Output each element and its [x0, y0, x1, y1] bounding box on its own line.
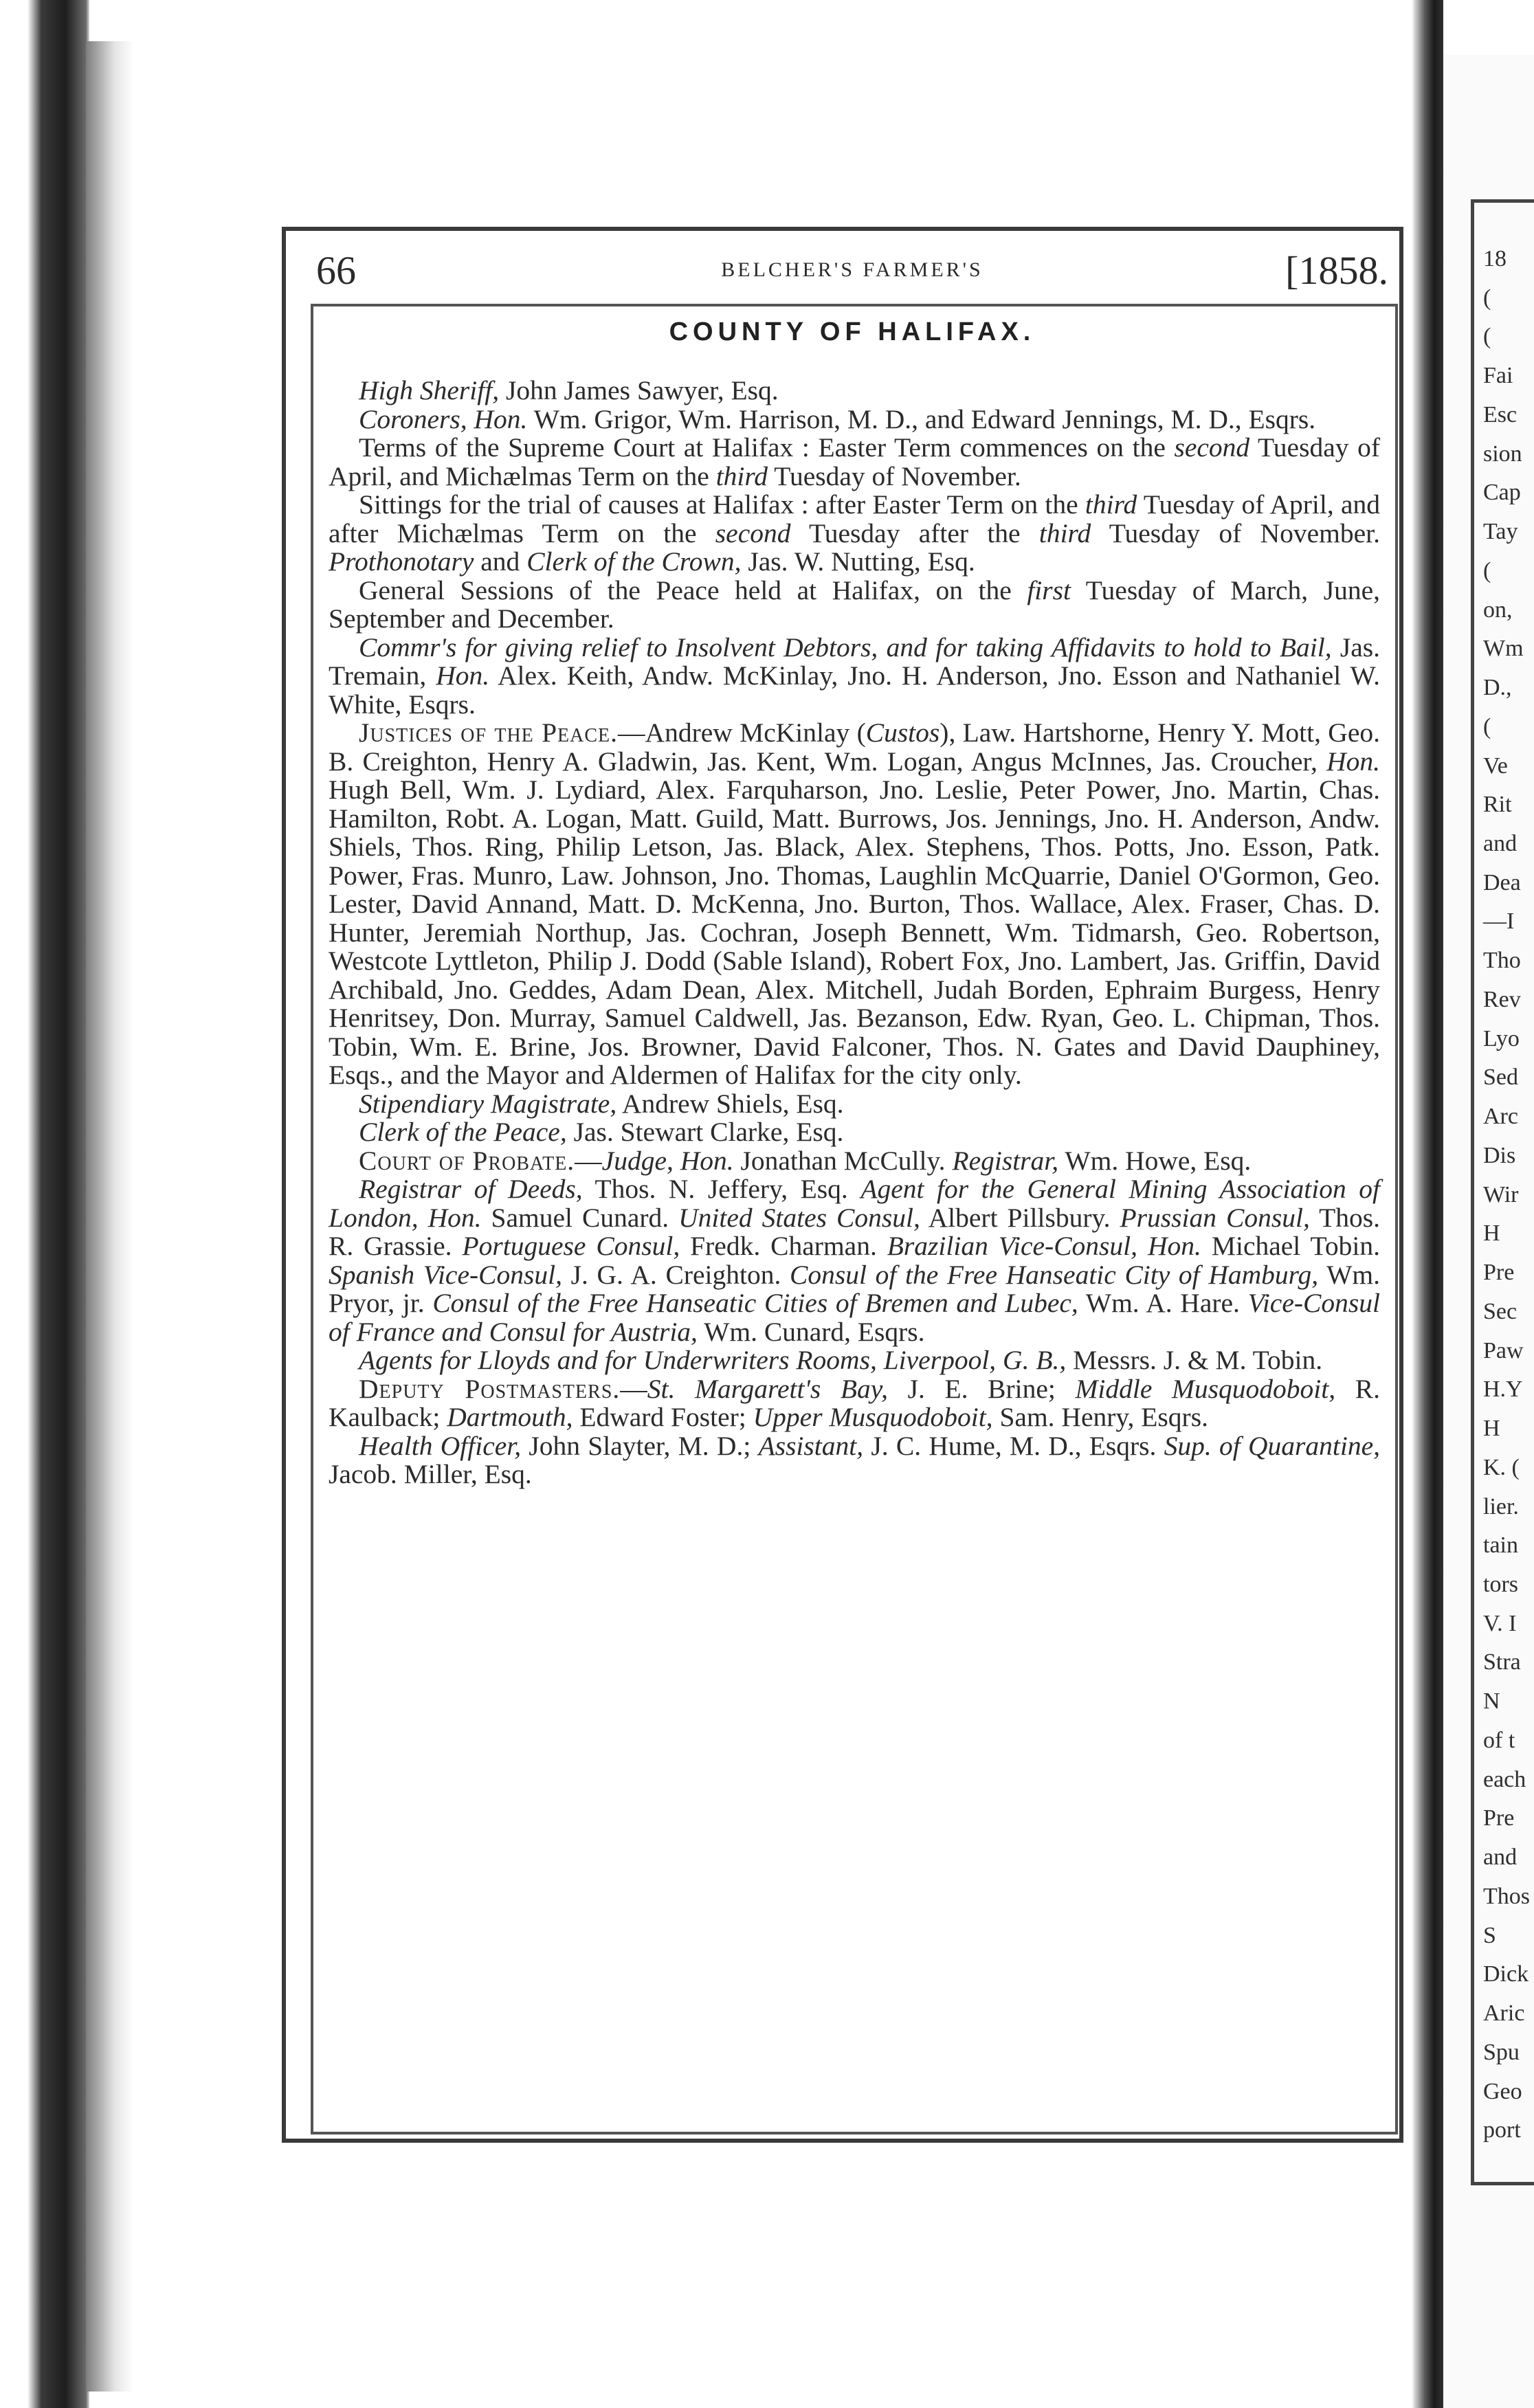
paragraph-sheriff: [329, 377, 1380, 405]
text-commrs-b: Alex. Keith, Andw. McKinlay, Jno. H. Anderson, Jno. Esson and Nathaniel W. White, Esqrs.: [329, 660, 1381, 720]
text-sittings-e: and: [474, 546, 527, 577]
text-deeds-a: Thos. N. Jeffery, Esq.: [582, 1174, 861, 1204]
facing-page-line: port: [1483, 2117, 1521, 2143]
text-sittings-a: Sittings for the trial of causes at Halifax : after Easter Term on the: [359, 489, 1085, 520]
label-postmasters: Deputy Postmasters.: [359, 1373, 621, 1404]
text-post-mm: Middle Musquodoboit,: [1075, 1373, 1336, 1404]
text-probate-judge: Judge, Hon.: [601, 1145, 734, 1176]
facing-page-line: N: [1483, 1688, 1500, 1714]
facing-page-line: Esc: [1483, 402, 1518, 427]
section-title: COUNTY OF HALIFAX.: [669, 317, 1036, 346]
facing-page-line: of t: [1483, 1728, 1515, 1753]
label-lloyds: Agents for Lloyds and for Underwriters Rooms, Liverpool, G. B.,: [359, 1345, 1067, 1375]
facing-page-line: Pre: [1483, 1260, 1515, 1285]
text-terms-third: third: [715, 460, 768, 491]
label-stipendiary: Stipendiary Magistrate,: [359, 1088, 617, 1119]
text-health-sup: Sup. of Quarantine,: [1164, 1430, 1381, 1461]
facing-page-line: Lyo: [1483, 1026, 1520, 1051]
text-justices-a: —Andrew McKinlay (: [618, 717, 866, 748]
text-sheriff: John James Sawyer, Esq.: [499, 375, 779, 405]
facing-page-line: Wm: [1483, 636, 1524, 661]
facing-page-line: Dea: [1483, 870, 1521, 895]
text-health-asst: Assistant,: [758, 1430, 864, 1461]
facing-page-line: Tay: [1483, 519, 1518, 544]
paragraph-lloyds: [329, 1346, 1380, 1375]
paragraph-deeds: [329, 1175, 1380, 1346]
text-deeds-span: Spanish Vice-Consul,: [329, 1259, 562, 1290]
text-general-a: General Sessions of the Peace held at Halifax, on the: [359, 575, 1027, 605]
text-justices-c: Hugh Bell, Wm. J. Lydiard, Alex. Farquharson, Jno. Leslie, Peter Power, Jno. Martin, Chas. Hamilton, Robt. A. Logan, Matt. Guild, Matt. Burrows, Jos. Jennings, Jno. H. Anderson, Andw. Shiels, Thos. Ring, Philip Letson, Jas. Black, Alex. Stephens, Thos. Potts, Jno. Esson, Patk. Power, Fras. Munro, Law. Johnson, Jno. Thomas, Laughlin McQuarrie, Daniel O'Gormon, Geo. Lester, David Annand, Matt. D. McKenna, Jno. Burton, Thos. Wallace, Alex. Fraser, Chas. D. Hunter, Jeremiah Northup, Jas. Cochran, Joseph Bennett, Wm. Tidmarsh, Geo. Robertson, Westcote Lyttleton, Philip J. Dodd (Sable Island), Robert Fox, Jno. Lambert, Jas. Griffin, David Archibald, Jno. Geddes, Adam Dean, Alex. Mitchell, Judah Borden, Ephraim Burgess, Henry Henritsey, Don. Murray, Samuel Caldwell, Jas. Bezanson, Edw. Ryan, Geo. L. Chipman, Thos. Tobin, Wm. E. Brine, Jos. Browner, David Falconer, Thos. N. Gates and David Dauphiney, Esqs., and the Mayor and Aldermen of Halifax for the city only.: [329, 774, 1380, 1090]
text-post-d: Edward Foster;: [573, 1402, 753, 1432]
facing-page-line: D.,: [1483, 675, 1512, 700]
text-justices-hon: Hon.: [1326, 746, 1380, 777]
running-title: BELCHER'S FARMER'S: [721, 258, 983, 281]
facing-page-line: S: [1483, 1923, 1496, 1948]
facing-page-line: Pre: [1483, 1805, 1515, 1831]
facing-page-line: (: [1483, 558, 1491, 583]
text-post-c: R. Kaulback;: [329, 1373, 1380, 1432]
facing-page-line: Dick: [1483, 1961, 1529, 1987]
facing-page-line: (: [1483, 714, 1491, 739]
facing-page-line: Aric: [1483, 2000, 1525, 2026]
text-probate-b: Jonathan McCully.: [733, 1145, 953, 1176]
label-probate: Court of Probate.: [359, 1145, 575, 1176]
facing-page-line: —I: [1483, 908, 1515, 934]
text-terms-second: second: [1174, 432, 1250, 462]
paragraph-terms: [329, 434, 1380, 491]
facing-page-line: Paw: [1483, 1338, 1524, 1363]
page-header: [316, 247, 1388, 296]
text-commrs-hon: Hon.: [436, 660, 490, 691]
text-lloyds: Messrs. J. & M. Tobin.: [1066, 1345, 1323, 1375]
text-deeds-f: Michael Tobin.: [1201, 1231, 1380, 1261]
facing-page-line: Tho: [1483, 948, 1521, 973]
text-deeds-prussian: Prussian Consul,: [1120, 1202, 1310, 1233]
page-gutter: [1412, 0, 1443, 2408]
text-sittings-c: Tuesday after the: [790, 517, 1039, 548]
facing-page-line: (: [1483, 285, 1491, 311]
text-post-a: —: [620, 1373, 647, 1404]
text-deeds-h: Wm. Pryor, jr.: [329, 1259, 1380, 1318]
text-deeds-us: United States Consul,: [678, 1202, 920, 1233]
text-deeds-c: Albert Pillsbury.: [920, 1202, 1120, 1233]
page-number: 66: [316, 248, 356, 293]
binding-left: [0, 0, 89, 2408]
text-deeds-i: Wm. A. Hare.: [1078, 1288, 1248, 1318]
facing-page-line: Sec: [1483, 1299, 1518, 1324]
facing-page-line: on,: [1483, 597, 1513, 623]
facing-page-line: sion: [1483, 441, 1522, 467]
text-general-first: first: [1027, 575, 1071, 605]
text-deeds-hamb: Consul of the Free Hanseatic City of Hamburg,: [789, 1259, 1319, 1290]
facing-page-line: Wir: [1483, 1182, 1519, 1207]
paragraph-health: [329, 1432, 1380, 1489]
text-deeds-port: Portuguese Consul,: [462, 1231, 680, 1261]
facing-page-line: tain: [1483, 1532, 1518, 1558]
binding-shadow: [86, 41, 134, 2392]
facing-page-line: and: [1483, 831, 1518, 856]
text-terms-c: Tuesday of November.: [768, 460, 1021, 491]
facing-page-line: Ve: [1483, 753, 1508, 779]
facing-page-line: Arc: [1483, 1104, 1518, 1129]
body-text: [329, 377, 1380, 1489]
text-deeds-d: Thos. R. Grassie.: [329, 1202, 1380, 1261]
text-justices-custos: Custos: [865, 717, 940, 748]
text-sittings-third2: third: [1038, 517, 1091, 548]
paragraph-stipendiary: [329, 1090, 1380, 1119]
text-health-b: J. C. Hume, M. D., Esqrs.: [863, 1430, 1164, 1461]
text-post-um: Upper Musquodoboit,: [753, 1402, 993, 1432]
text-deeds-g: J. G. A. Creighton.: [562, 1259, 790, 1290]
text-deeds-braz: Brazilian Vice-Consul, Hon.: [887, 1231, 1201, 1261]
facing-page-line: Rit: [1483, 792, 1512, 817]
text-probate-c: Wm. Howe, Esq.: [1058, 1145, 1252, 1176]
text-deeds-e: Fredk. Charman.: [680, 1231, 887, 1261]
text-justices-b: ), Law. Hartshorne, Henry Y. Mott, Geo. B. Creighton, Henry A. Gladwin, Jas. Kent, Wm. Logan, Angus McInnes, Jas. Croucher,: [329, 717, 1380, 777]
paragraph-general-sessions: [329, 577, 1380, 634]
text-deeds-agent: Agent for the General Mining Association of London, Hon.: [329, 1174, 1380, 1233]
label-commissioners: Commr's for giving relief to Insolvent Debtors, and for taking Affidavits to hold to Bail,: [359, 632, 1332, 662]
text-deeds-brem: Consul of the Free Hanseatic Cities of Bremen and Lubec,: [432, 1288, 1078, 1318]
text-sittings-clerk: Clerk of the Crown,: [526, 546, 742, 577]
text-health-a: John Slayter, M. D.;: [521, 1430, 759, 1461]
page-year: [1858.: [1285, 248, 1388, 293]
text-clerk-peace: Jas. Stewart Clarke, Esq.: [566, 1117, 844, 1147]
paragraph-clerk-peace: [329, 1118, 1380, 1147]
label-clerk-peace: Clerk of the Peace,: [359, 1117, 567, 1147]
label-justices: Justices of the Peace.: [359, 717, 619, 748]
text-commrs-a: Jas. Tremain,: [329, 632, 1380, 691]
facing-page-line: V. I: [1483, 1611, 1517, 1636]
text-sittings-proth: Prothonotary: [329, 546, 474, 577]
text-deeds-j: Wm. Cunard, Esqrs.: [697, 1316, 925, 1347]
paragraph-justices: [329, 719, 1380, 1090]
facing-page-line: Rev: [1483, 987, 1521, 1012]
paragraph-probate: [329, 1147, 1380, 1176]
text-sittings-f: Jas. W. Nutting, Esq.: [741, 546, 975, 577]
facing-page-line: tors: [1483, 1572, 1518, 1597]
text-probate-reg: Registrar,: [952, 1145, 1059, 1176]
facing-page-line: each: [1483, 1767, 1526, 1792]
facing-page-line: K. (: [1483, 1455, 1520, 1480]
text-stipendiary: Andrew Shiels, Esq.: [616, 1088, 844, 1119]
facing-page-line: H.Y: [1483, 1376, 1523, 1402]
text-post-b: J. E. Brine;: [888, 1373, 1076, 1404]
paragraph-coroners: [329, 405, 1380, 434]
text-sittings-b: Tuesday of April, and after Michælmas Term on the: [329, 489, 1380, 548]
text-general-b: Tuesday of March, June, September and December.: [329, 575, 1380, 634]
facing-page-line: Cap: [1483, 480, 1521, 505]
facing-page-line: (: [1483, 324, 1491, 349]
paragraph-postmasters: [329, 1375, 1380, 1432]
label-sheriff: High Sheriff,: [359, 375, 500, 405]
facing-page-line: and: [1483, 1844, 1518, 1870]
label-coroners: Coroners, Hon.: [359, 403, 528, 434]
facing-page-line: Spu: [1483, 2040, 1520, 2065]
facing-page-line: Fai: [1483, 363, 1513, 388]
facing-page-line: Dis: [1483, 1143, 1516, 1168]
text-coroners: Wm. Grigor, Wm. Harrison, M. D., and Edward Jennings, M. D., Esqrs.: [527, 403, 1316, 434]
facing-page-line: Stra: [1483, 1649, 1521, 1675]
facing-page-line: H: [1483, 1220, 1500, 1246]
facing-page-line: Sed: [1483, 1064, 1518, 1090]
text-post-e: Sam. Henry, Esqrs.: [992, 1402, 1208, 1432]
facing-page-line: lier.: [1483, 1494, 1519, 1519]
text-sittings-second: second: [715, 517, 791, 548]
text-terms-a: Terms of the Supreme Court at Halifax : Easter Term commences on the: [359, 432, 1175, 462]
text-probate-a: —: [575, 1145, 602, 1176]
text-post-stm: St. Margarett's Bay,: [647, 1373, 888, 1404]
text-post-dart: Dartmouth,: [447, 1402, 573, 1432]
facing-page-line: Thos: [1483, 1884, 1530, 1909]
text-sittings-third: third: [1085, 489, 1137, 520]
label-deeds: Registrar of Deeds,: [359, 1174, 583, 1204]
text-sittings-d: Tuesday of November.: [1091, 517, 1381, 548]
text-deeds-fr: Vice-Consul of France and Consul for Austria,: [329, 1288, 1380, 1347]
text-terms-b: Tuesday of April, and Michælmas Term on the: [329, 432, 1380, 491]
label-health: Health Officer,: [359, 1430, 522, 1461]
facing-page-line: 18: [1483, 246, 1507, 271]
paragraph-sittings: [329, 491, 1380, 577]
facing-page-line: Geo: [1483, 2079, 1522, 2104]
paragraph-commissioners: [329, 634, 1380, 720]
text-deeds-b: Samuel Cunard.: [481, 1202, 679, 1233]
text-health-c: Jacob. Miller, Esq.: [329, 1459, 532, 1489]
facing-page-line: H: [1483, 1416, 1500, 1441]
